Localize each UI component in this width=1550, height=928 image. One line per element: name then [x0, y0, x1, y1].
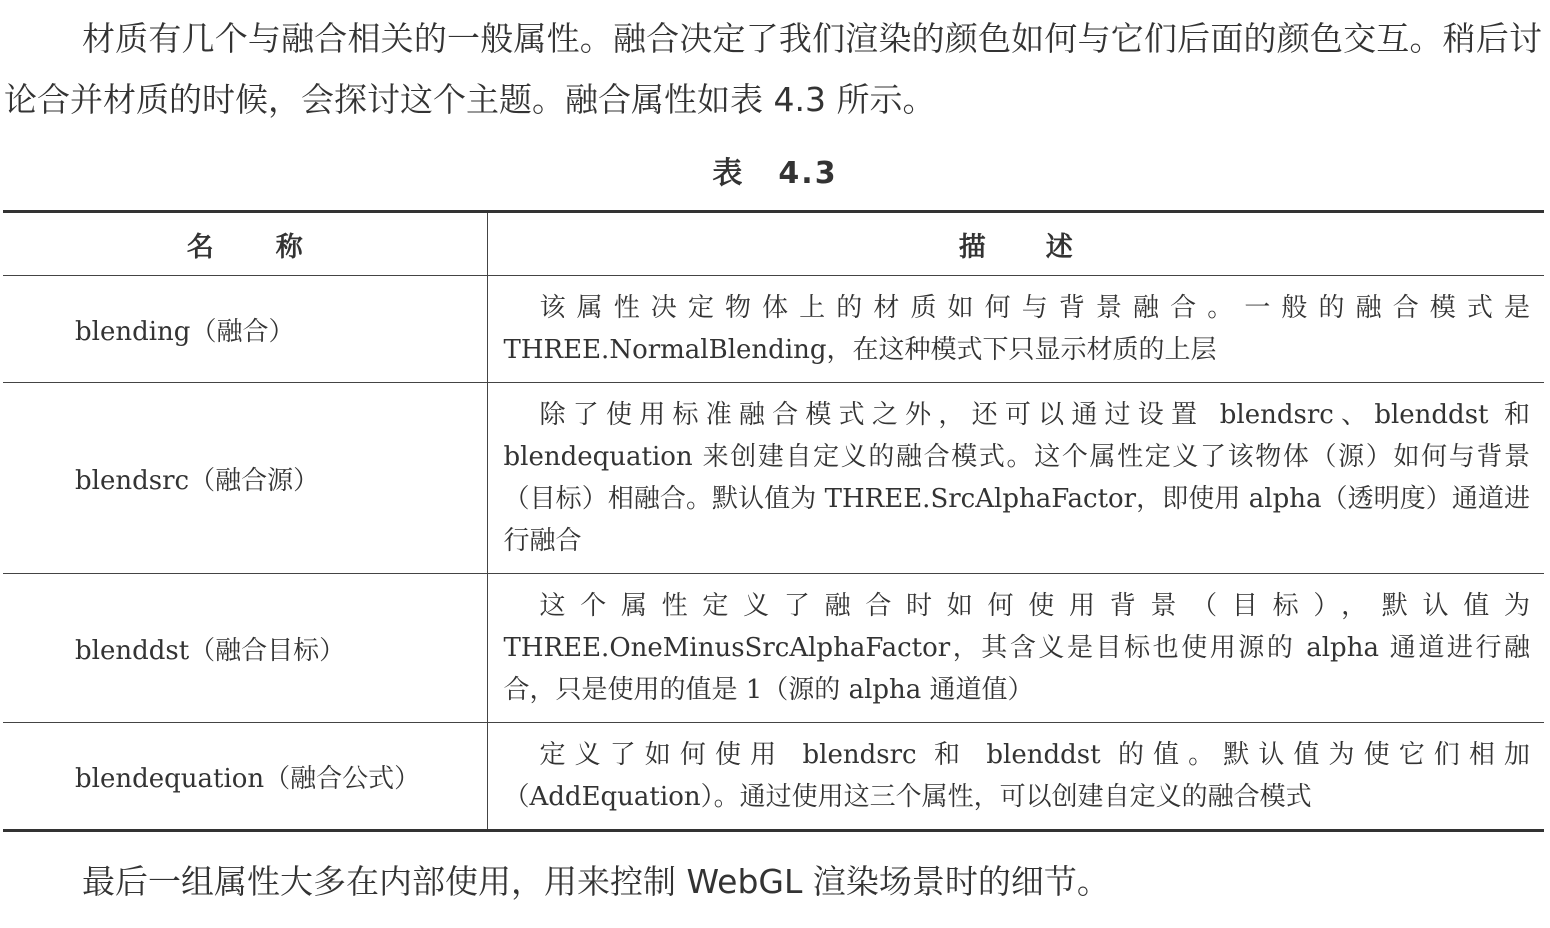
table-header-row — [3, 212, 1544, 276]
table-row — [3, 383, 1544, 574]
property-name-cell: blending（融合） — [3, 276, 487, 383]
property-description-cell: 该属性决定物体上的材质如何与背景融合。一般的融合模式是 THREE.NormalBlending，在这种模式下只显示材质的上层 — [487, 276, 1544, 383]
property-description-cell: 除了使用标准融合模式之外，还可以通过设置 blendsrc、blenddst 和 blendequation 来创建自定义的融合模式。这个属性定义了该物体（源）如何与背景（目标）相融合。默认值为 THREE.SrcAlphaFactor，即使用 alpha（透明度）通道进行融合 — [487, 383, 1544, 574]
table-caption-number: 4.3 — [778, 156, 838, 191]
column-header-description: 描述 — [487, 212, 1544, 276]
property-name-cell: blendequation（融合公式） — [3, 723, 487, 831]
table-caption — [0, 148, 1550, 192]
property-name-cell: blendsrc（融合源） — [3, 383, 487, 574]
property-description-cell: 这个属性定义了融合时如何使用背景（目标），默认值为 THREE.OneMinusSrcAlphaFactor，其含义是目标也使用源的 alpha 通道进行融合，只是使用的值是 1（源的 alpha 通道值） — [487, 574, 1544, 723]
blending-properties-table — [3, 210, 1544, 832]
table-row — [3, 723, 1544, 831]
table-row — [3, 276, 1544, 383]
column-header-name: 名称 — [3, 212, 487, 276]
property-name-cell: blenddst（融合目标） — [3, 574, 487, 723]
outro-paragraph: 最后一组属性大多在内部使用，用来控制 WebGL 渲染场景时的细节。 — [82, 862, 1110, 901]
table-caption-prefix: 表 — [712, 156, 745, 191]
table-row — [3, 574, 1544, 723]
property-description-cell: 定义了如何使用 blendsrc 和 blenddst 的值。默认值为使它们相加（AddEquation）。通过使用这三个属性，可以创建自定义的融合模式 — [487, 723, 1544, 831]
intro-paragraph: 材质有几个与融合相关的一般属性。融合决定了我们渲染的颜色如何与它们后面的颜色交互。稍后讨论合并材质的时候，会探讨这个主题。融合属性如表 4.3 所示。 — [4, 19, 1542, 119]
